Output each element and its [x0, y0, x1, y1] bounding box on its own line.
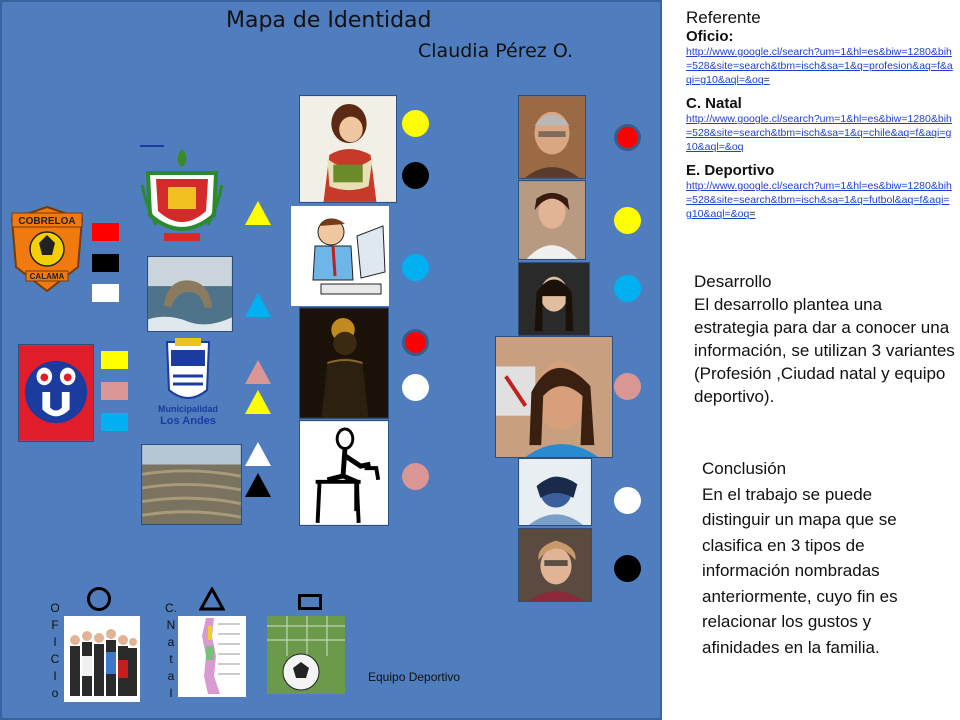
- family-portrait-4: [495, 336, 613, 458]
- municipalidad-text: Municipalidad: [157, 404, 219, 414]
- cnatal-letter: N: [166, 618, 176, 632]
- homemaker-illustration: [299, 95, 397, 203]
- referente-item-label: C. Natal: [686, 95, 742, 112]
- cobreloa-color-white: [92, 284, 119, 302]
- circle-yellow-icon: [402, 110, 429, 137]
- office-worker-illustration: [291, 206, 389, 306]
- referente-item-label: E. Deportivo: [686, 162, 775, 179]
- oficio-letter: O: [50, 601, 60, 615]
- cobreloa-logo: [8, 205, 86, 293]
- circle-pink-icon: [402, 463, 429, 490]
- triangle-pink-icon: [245, 360, 271, 384]
- referente-item-label: Oficio:: [686, 28, 734, 45]
- referente-link-url[interactable]: http://www.google.cl/search?um=1&hl=es&biw=1280&bih=528&site=search&tbm=isch&sa=1&q=futbol&aq=f&aqi=g10&aql=&oq: [686, 180, 952, 220]
- family-portrait-1: [518, 95, 586, 179]
- circle-yellow-icon-2: [614, 207, 641, 234]
- cnatal-vertical-label: [164, 600, 178, 702]
- referente-link[interactable]: [686, 112, 954, 154]
- circle-black-icon-2: [614, 555, 641, 582]
- referente-link-tail: =: [763, 74, 770, 86]
- cnatal-letter: C.: [165, 601, 177, 615]
- cnatal-letter: a: [167, 669, 175, 683]
- coastal-arch-photo: [147, 256, 233, 332]
- desarrollo-heading: Desarrollo: [694, 272, 772, 291]
- miner-silhouette-photo: [299, 307, 389, 419]
- oficio-letter: F: [51, 618, 59, 632]
- triangle-yellow-icon-2: [245, 390, 271, 414]
- triangle-white-icon: [245, 442, 271, 466]
- desarrollo-section: [694, 270, 956, 408]
- cobreloa-color-black: [92, 254, 119, 272]
- triangle-outline-icon: [199, 587, 225, 611]
- cnatal-letter: t: [169, 652, 173, 666]
- seated-person-icon: [299, 420, 389, 526]
- equipo-deportivo-label: Equipo Deportivo: [368, 670, 461, 684]
- family-portrait-3: [518, 262, 590, 336]
- circle-pink-icon-2: [614, 373, 641, 400]
- oficio-letter: I: [53, 669, 57, 683]
- conclusion-heading: Conclusión: [702, 459, 787, 478]
- referente-section: [686, 8, 954, 229]
- oficio-letter: o: [51, 686, 59, 700]
- referente-link-tail: =: [749, 208, 756, 220]
- referente-link-url[interactable]: http://www.google.cl/search?um=1&hl=es&biw=1280&bih=528&site=search&tbm=isch&sa=1&q=chile&aq=f&aqi=g10&aql=&oq: [686, 113, 952, 153]
- triangle-black-icon: [245, 473, 271, 497]
- circle-outline-icon: [87, 587, 111, 611]
- family-portrait-5: [518, 458, 592, 526]
- tongoy-coat-of-arms: [140, 145, 224, 247]
- referente-link[interactable]: [686, 179, 954, 221]
- family-portrait-2: [518, 180, 586, 260]
- open-pit-mine-photo: [141, 444, 242, 525]
- circle-red-icon-2: [614, 124, 641, 151]
- referente-heading: Referente: [686, 8, 761, 27]
- soccer-ball-photo: [267, 616, 345, 694]
- cobreloa-color-red: [92, 223, 119, 241]
- triangle-cyan-icon: [245, 293, 271, 317]
- conclusion-section: [702, 456, 914, 660]
- slide-title: Mapa de Identidad: [226, 8, 432, 33]
- cnatal-letter: a: [167, 635, 175, 649]
- los-andes-text: Los Andes: [160, 415, 216, 427]
- calama-text: CALAMA: [29, 272, 65, 281]
- cobreloa-text: COBRELOA: [18, 216, 76, 227]
- circle-black-icon: [402, 162, 429, 189]
- conclusion-body: En el trabajo se puede distinguir un mapa que se clasifica en 3 tipos de información nombradas anteriormente, cuyo fin es relacionar los gustos y afinidades en la familia.: [702, 484, 898, 657]
- chile-map-photo: [178, 616, 246, 697]
- circle-red-icon: [402, 329, 429, 356]
- oficio-vertical-label: [48, 600, 62, 702]
- cnatal-letter: l: [169, 686, 173, 700]
- family-portrait-6: [518, 528, 592, 602]
- triangle-yellow-icon: [245, 201, 271, 225]
- oficio-letter: C: [50, 652, 60, 666]
- oficio-letter: I: [53, 635, 57, 649]
- circle-white-icon: [402, 374, 429, 401]
- circle-white-icon-2: [614, 487, 641, 514]
- universidad-de-chile-logo: [18, 344, 94, 442]
- los-andes-municipal-logo: [145, 336, 231, 430]
- slide-author: Claudia Pérez O.: [418, 40, 574, 62]
- uchile-color-cyan: [101, 413, 128, 431]
- circle-cyan-icon-2: [614, 275, 641, 302]
- referente-link[interactable]: [686, 45, 954, 87]
- desarrollo-body: El desarrollo plantea una estrategia para dar a conocer una información, se utilizan 3 variantes (Profesión ,Ciudad natal y equipo deportivo).: [694, 295, 955, 406]
- uchile-color-yellow: [101, 351, 128, 369]
- square-outline-icon: [298, 594, 322, 610]
- workers-group-photo: [64, 616, 140, 702]
- circle-cyan-icon: [402, 254, 429, 281]
- referente-link-url[interactable]: http://www.google.cl/search?um=1&hl=es&biw=1280&bih=528&site=search&tbm=isch&sa=1&q=profesion&aq=f&aqi=g10&aql=&oq: [686, 46, 953, 86]
- uchile-color-pink: [101, 382, 128, 400]
